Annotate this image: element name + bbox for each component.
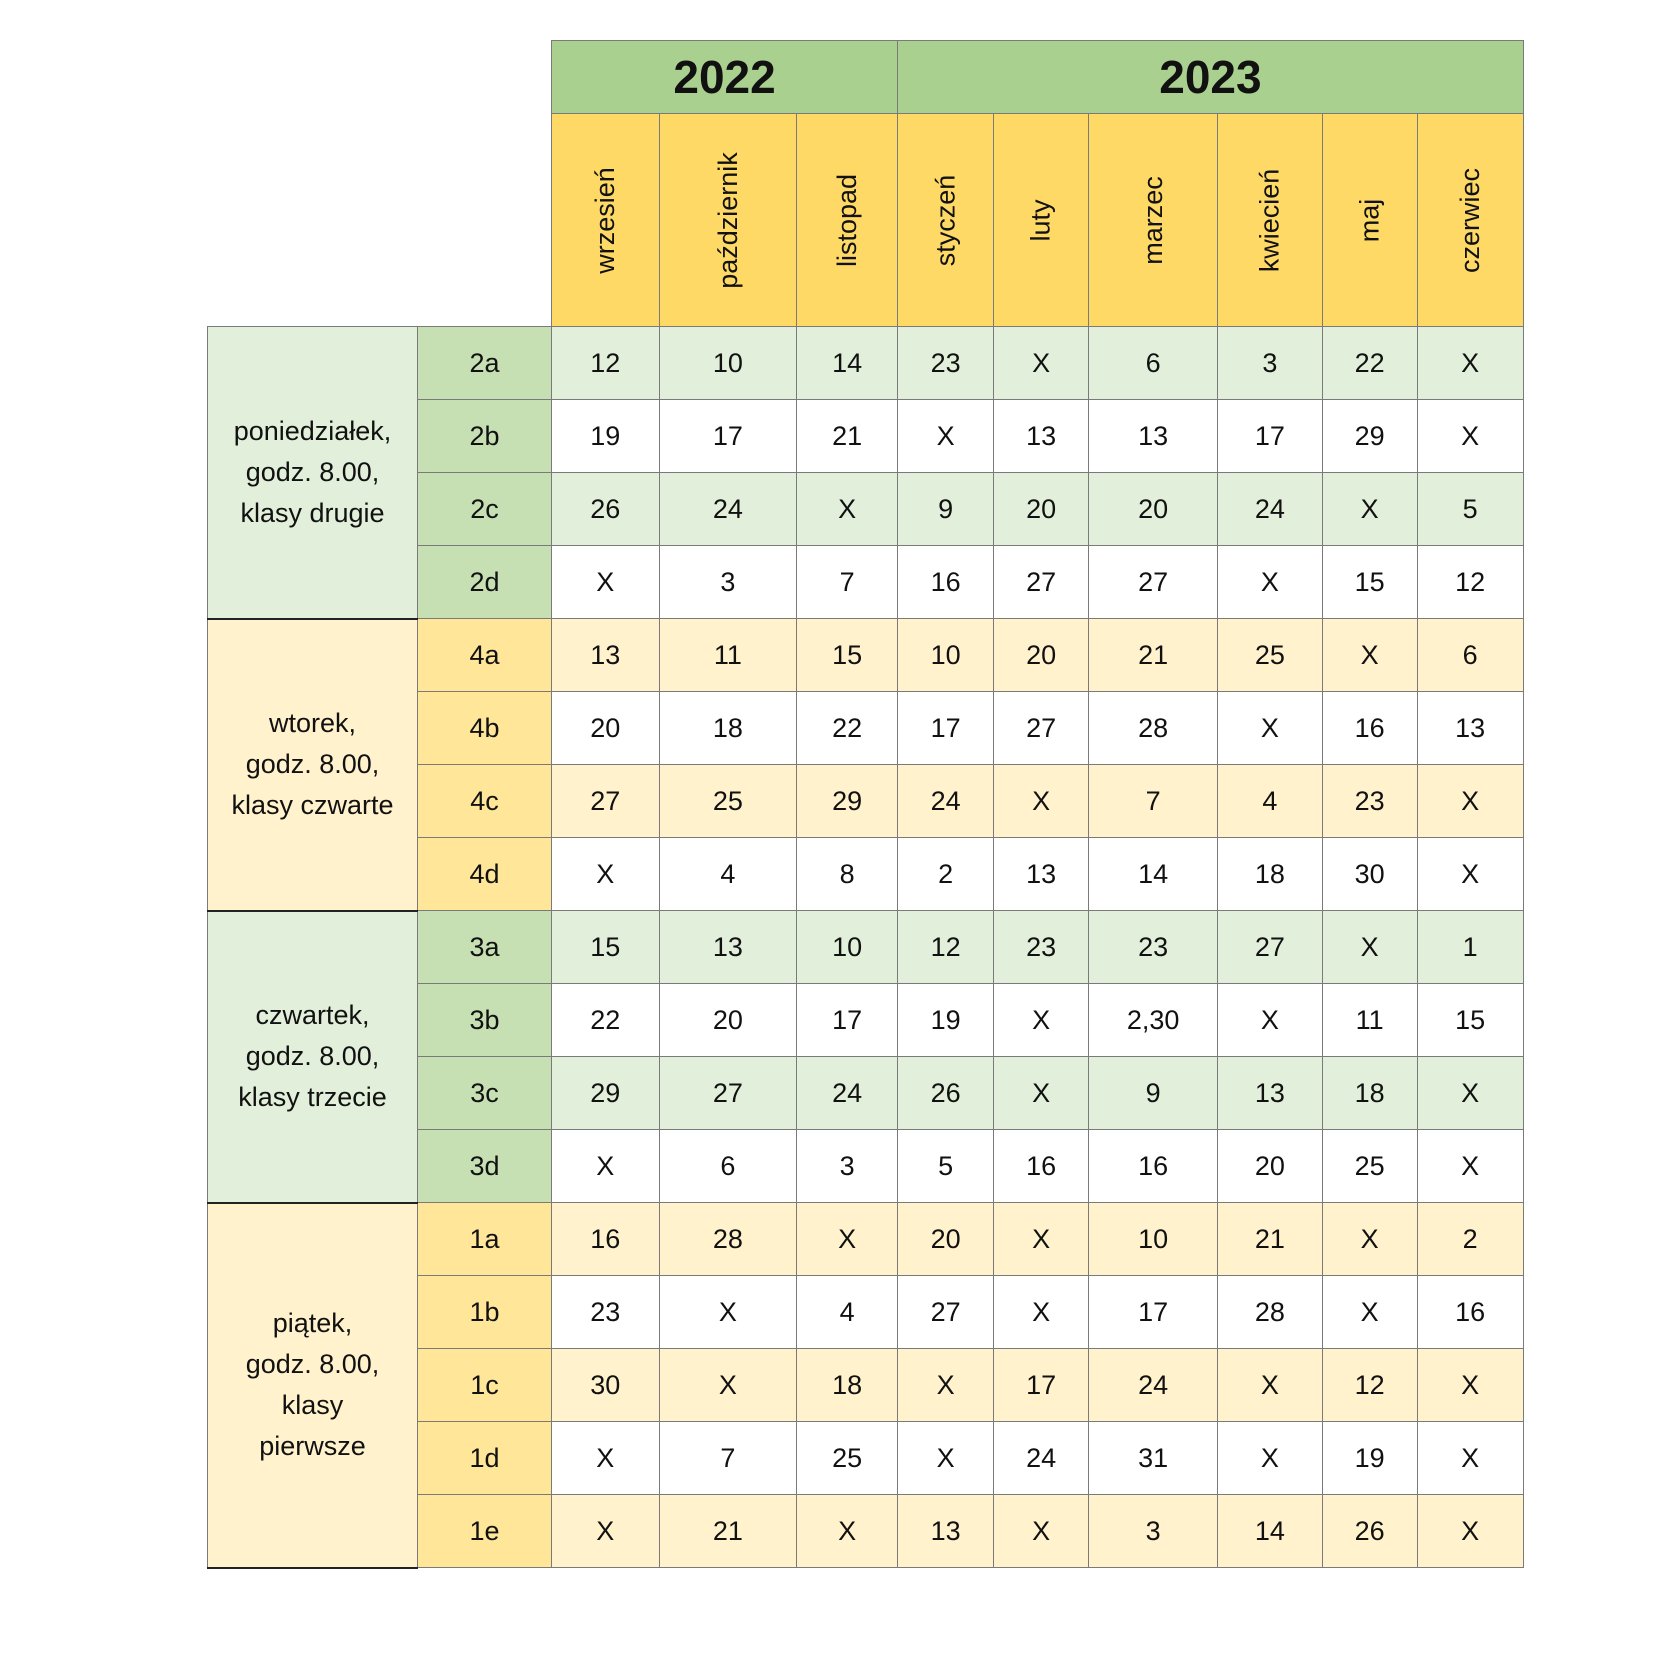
date-cell: X xyxy=(1322,911,1417,984)
month-header xyxy=(1089,114,1218,327)
class-label: 4b xyxy=(418,692,552,765)
class-label: 4c xyxy=(418,765,552,838)
date-cell: X xyxy=(994,984,1089,1057)
class-label: 1b xyxy=(418,1276,552,1349)
class-label: 1a xyxy=(418,1203,552,1276)
date-cell: 24 xyxy=(994,1422,1089,1495)
date-cell: X xyxy=(994,1203,1089,1276)
class-label: 1d xyxy=(418,1422,552,1495)
date-cell: 29 xyxy=(1322,400,1417,473)
date-cell: 28 xyxy=(1089,692,1218,765)
date-cell: 16 xyxy=(552,1203,660,1276)
date-cell: 13 xyxy=(994,400,1089,473)
date-cell: 19 xyxy=(898,984,994,1057)
date-cell: X xyxy=(1322,1203,1417,1276)
date-cell: 14 xyxy=(1218,1495,1323,1568)
class-label: 1e xyxy=(418,1495,552,1568)
schedule-table xyxy=(207,40,1524,1569)
date-cell: 11 xyxy=(1322,984,1417,1057)
month-header xyxy=(797,114,898,327)
date-cell: 18 xyxy=(659,692,797,765)
month-label: październik xyxy=(712,151,743,289)
date-cell: 15 xyxy=(1417,984,1523,1057)
date-cell: X xyxy=(1417,400,1523,473)
date-cell: 14 xyxy=(1089,838,1218,911)
date-cell: X xyxy=(1322,1276,1417,1349)
date-cell: 23 xyxy=(898,327,994,400)
date-cell: 17 xyxy=(1218,400,1323,473)
month-label: wrzesień xyxy=(589,166,620,274)
date-cell: X xyxy=(1417,838,1523,911)
date-cell: 27 xyxy=(659,1057,797,1130)
date-cell: 5 xyxy=(1417,473,1523,546)
date-cell: X xyxy=(1417,1349,1523,1422)
day-group-label: poniedziałek, godz. 8.00, klasy drugie xyxy=(208,327,418,619)
date-cell: X xyxy=(1322,619,1417,692)
date-cell: 27 xyxy=(994,546,1089,619)
date-cell: 22 xyxy=(797,692,898,765)
date-cell: 14 xyxy=(797,327,898,400)
month-label: kwiecień xyxy=(1254,168,1285,272)
date-cell: 22 xyxy=(552,984,660,1057)
date-cell: 13 xyxy=(1089,400,1218,473)
date-cell: 4 xyxy=(1218,765,1323,838)
day-group-label: czwartek, godz. 8.00, klasy trzecie xyxy=(208,911,418,1203)
month-header xyxy=(898,114,994,327)
class-label: 2b xyxy=(418,400,552,473)
date-cell: 25 xyxy=(1322,1130,1417,1203)
month-header xyxy=(994,114,1089,327)
date-cell: 12 xyxy=(552,327,660,400)
date-cell: X xyxy=(898,1349,994,1422)
date-cell: X xyxy=(1218,1349,1323,1422)
date-cell: 13 xyxy=(1417,692,1523,765)
date-cell: 7 xyxy=(797,546,898,619)
day-group-label: piątek, godz. 8.00, klasy pierwsze xyxy=(208,1203,418,1568)
date-cell: 27 xyxy=(552,765,660,838)
date-cell: X xyxy=(659,1276,797,1349)
month-header-row xyxy=(208,114,1524,327)
date-cell: X xyxy=(797,1495,898,1568)
class-label: 3b xyxy=(418,984,552,1057)
date-cell: 4 xyxy=(659,838,797,911)
date-cell: 27 xyxy=(1218,911,1323,984)
date-cell: X xyxy=(1322,473,1417,546)
date-cell: 10 xyxy=(1089,1203,1218,1276)
class-label: 3a xyxy=(418,911,552,984)
date-cell: 25 xyxy=(797,1422,898,1495)
date-cell: X xyxy=(1417,1422,1523,1495)
date-cell: 27 xyxy=(1089,546,1218,619)
date-cell: 20 xyxy=(552,692,660,765)
date-cell: 7 xyxy=(659,1422,797,1495)
date-cell: 26 xyxy=(1322,1495,1417,1568)
date-cell: 19 xyxy=(552,400,660,473)
date-cell: X xyxy=(1417,327,1523,400)
date-cell: 16 xyxy=(994,1130,1089,1203)
month-label: marzec xyxy=(1137,175,1168,265)
date-cell: 3 xyxy=(1218,327,1323,400)
date-cell: X xyxy=(1417,1130,1523,1203)
date-cell: 24 xyxy=(1089,1349,1218,1422)
date-cell: 15 xyxy=(552,911,660,984)
date-cell: 27 xyxy=(994,692,1089,765)
date-cell: 7 xyxy=(1089,765,1218,838)
date-cell: X xyxy=(552,1422,660,1495)
date-cell: 17 xyxy=(797,984,898,1057)
year-2022-header: 2022 xyxy=(552,41,898,114)
date-cell: 24 xyxy=(659,473,797,546)
date-cell: X xyxy=(1218,1422,1323,1495)
date-cell: 5 xyxy=(898,1130,994,1203)
date-cell: 26 xyxy=(552,473,660,546)
date-cell: 10 xyxy=(898,619,994,692)
date-cell: 20 xyxy=(994,473,1089,546)
date-cell: X xyxy=(994,765,1089,838)
date-cell: 23 xyxy=(1322,765,1417,838)
date-cell: X xyxy=(1417,1057,1523,1130)
class-label: 3d xyxy=(418,1130,552,1203)
class-label: 1c xyxy=(418,1349,552,1422)
date-cell: 19 xyxy=(1322,1422,1417,1495)
date-cell: 30 xyxy=(1322,838,1417,911)
date-cell: 16 xyxy=(1417,1276,1523,1349)
date-cell: 15 xyxy=(797,619,898,692)
class-label: 4d xyxy=(418,838,552,911)
date-cell: 30 xyxy=(552,1349,660,1422)
date-cell: 28 xyxy=(659,1203,797,1276)
date-cell: 24 xyxy=(1218,473,1323,546)
date-cell: X xyxy=(659,1349,797,1422)
date-cell: 13 xyxy=(898,1495,994,1568)
date-cell: 9 xyxy=(1089,1057,1218,1130)
date-cell: 16 xyxy=(898,546,994,619)
month-label: czerwiec xyxy=(1454,167,1485,273)
date-cell: 13 xyxy=(552,619,660,692)
date-cell: 25 xyxy=(1218,619,1323,692)
date-cell: 10 xyxy=(659,327,797,400)
date-cell: 12 xyxy=(898,911,994,984)
date-cell: 17 xyxy=(1089,1276,1218,1349)
date-cell: X xyxy=(1218,692,1323,765)
date-cell: X xyxy=(994,1276,1089,1349)
date-cell: 20 xyxy=(1218,1130,1323,1203)
date-cell: 8 xyxy=(797,838,898,911)
date-cell: 25 xyxy=(659,765,797,838)
date-cell: 21 xyxy=(659,1495,797,1568)
date-cell: 16 xyxy=(1089,1130,1218,1203)
date-cell: X xyxy=(552,1130,660,1203)
date-cell: 13 xyxy=(1218,1057,1323,1130)
class-label: 2c xyxy=(418,473,552,546)
date-cell: 17 xyxy=(994,1349,1089,1422)
date-cell: X xyxy=(552,1495,660,1568)
date-cell: 27 xyxy=(898,1276,994,1349)
date-cell: 20 xyxy=(1089,473,1218,546)
date-cell: 10 xyxy=(797,911,898,984)
date-cell: 20 xyxy=(659,984,797,1057)
date-cell: 28 xyxy=(1218,1276,1323,1349)
date-cell: 23 xyxy=(1089,911,1218,984)
date-cell: 23 xyxy=(552,1276,660,1349)
date-cell: X xyxy=(1417,765,1523,838)
date-cell: 29 xyxy=(797,765,898,838)
month-label: maj xyxy=(1354,198,1385,242)
month-header xyxy=(552,114,660,327)
date-cell: 2,30 xyxy=(1089,984,1218,1057)
date-cell: 18 xyxy=(797,1349,898,1422)
date-cell: 13 xyxy=(994,838,1089,911)
date-cell: 17 xyxy=(659,400,797,473)
date-cell: 15 xyxy=(1322,546,1417,619)
date-cell: 17 xyxy=(898,692,994,765)
date-cell: X xyxy=(797,473,898,546)
date-cell: 24 xyxy=(797,1057,898,1130)
class-label: 4a xyxy=(418,619,552,692)
month-label: luty xyxy=(1025,198,1056,242)
date-cell: 21 xyxy=(1089,619,1218,692)
day-group-label: wtorek, godz. 8.00, klasy czwarte xyxy=(208,619,418,911)
month-header xyxy=(659,114,797,327)
date-cell: X xyxy=(994,1495,1089,1568)
date-cell: X xyxy=(552,546,660,619)
class-label: 2a xyxy=(418,327,552,400)
date-cell: X xyxy=(1417,1495,1523,1568)
date-cell: 13 xyxy=(659,911,797,984)
date-cell: 2 xyxy=(898,838,994,911)
corner-blank xyxy=(208,41,552,114)
year-2023-header: 2023 xyxy=(898,41,1524,114)
month-header xyxy=(1218,114,1323,327)
date-cell: 6 xyxy=(659,1130,797,1203)
date-cell: X xyxy=(994,1057,1089,1130)
date-cell: X xyxy=(1218,984,1323,1057)
date-cell: 20 xyxy=(898,1203,994,1276)
date-cell: 31 xyxy=(1089,1422,1218,1495)
date-cell: X xyxy=(797,1203,898,1276)
date-cell: X xyxy=(552,838,660,911)
table-row xyxy=(208,1203,1524,1276)
corner-blank xyxy=(208,114,552,327)
date-cell: 24 xyxy=(898,765,994,838)
table-row xyxy=(208,327,1524,400)
table-row xyxy=(208,619,1524,692)
date-cell: 22 xyxy=(1322,327,1417,400)
date-cell: 6 xyxy=(1417,619,1523,692)
date-cell: 18 xyxy=(1218,838,1323,911)
date-cell: 29 xyxy=(552,1057,660,1130)
date-cell: X xyxy=(1218,546,1323,619)
date-cell: 3 xyxy=(797,1130,898,1203)
month-label: styczeń xyxy=(930,174,961,266)
date-cell: X xyxy=(898,400,994,473)
date-cell: 18 xyxy=(1322,1057,1417,1130)
class-label: 3c xyxy=(418,1057,552,1130)
date-cell: 16 xyxy=(1322,692,1417,765)
year-header-row xyxy=(208,41,1524,114)
date-cell: 20 xyxy=(994,619,1089,692)
date-cell: 3 xyxy=(659,546,797,619)
date-cell: 4 xyxy=(797,1276,898,1349)
date-cell: 9 xyxy=(898,473,994,546)
date-cell: 23 xyxy=(994,911,1089,984)
month-header xyxy=(1322,114,1417,327)
date-cell: 26 xyxy=(898,1057,994,1130)
class-label: 2d xyxy=(418,546,552,619)
date-cell: X xyxy=(898,1422,994,1495)
date-cell: X xyxy=(994,327,1089,400)
table-row xyxy=(208,911,1524,984)
date-cell: 11 xyxy=(659,619,797,692)
date-cell: 1 xyxy=(1417,911,1523,984)
date-cell: 3 xyxy=(1089,1495,1218,1568)
date-cell: 12 xyxy=(1417,546,1523,619)
date-cell: 21 xyxy=(1218,1203,1323,1276)
date-cell: 2 xyxy=(1417,1203,1523,1276)
month-header xyxy=(1417,114,1523,327)
month-label: listopad xyxy=(831,173,862,267)
date-cell: 6 xyxy=(1089,327,1218,400)
date-cell: 21 xyxy=(797,400,898,473)
date-cell: 12 xyxy=(1322,1349,1417,1422)
